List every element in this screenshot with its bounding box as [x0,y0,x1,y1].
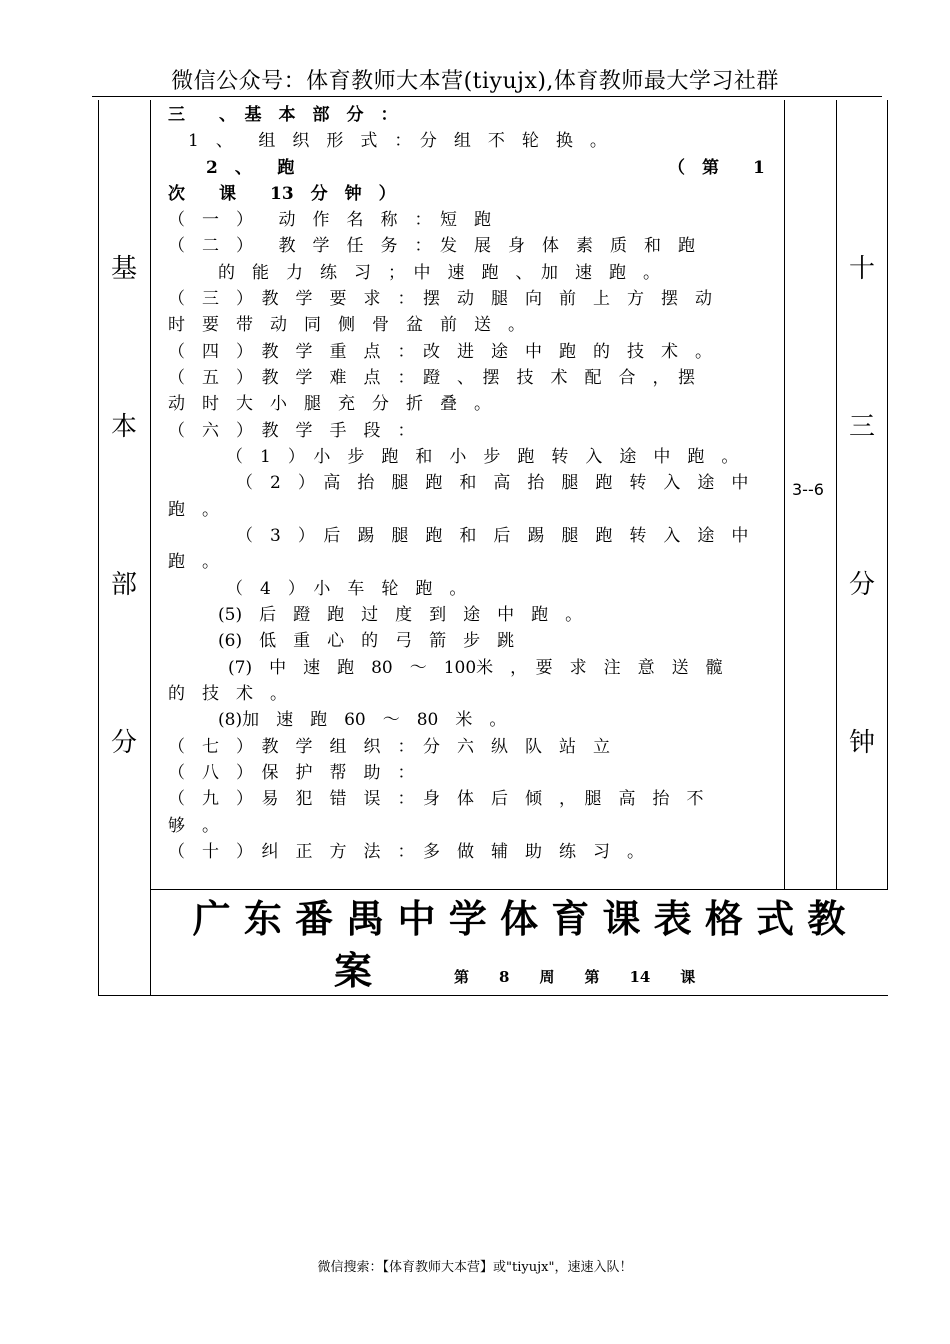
content-line: 次 课 13 分 钟 ） [168,184,396,204]
header-rule [92,96,882,97]
column-divider-section [150,100,151,996]
lesson-table [98,100,888,996]
column-divider-time [836,100,837,890]
page-header: 微信公众号：体育教师大本营(tiyujx),体育教师最大学习社群 [171,69,779,94]
school-title: 广 东 番 禺 中 学 体 育 课 表 格 式 教 [192,896,846,941]
content-line: （ 一 ） 动 作 名 称 ： 短 跑 [168,210,491,230]
content-line: (6) 低 重 心 的 弓 箭 步 跳 [218,631,515,651]
content-line: （ 七 ） 教 学 组 织 ： 分 六 纵 队 站 立 [168,737,610,757]
content-line: （ 三 ） 教 学 要 求 ： 摆 动 腿 向 前 上 方 摆 动 [168,289,712,309]
duration-char: 三 [848,412,875,442]
table-border-bottom [98,995,888,996]
content-line: （ 第 1 [668,158,765,178]
content-line: 够 。 [168,816,219,836]
content-line: 时 要 带 动 同 侧 骨 盆 前 送 。 [168,315,525,335]
content-line: 跑 。 [168,552,219,572]
content-line: 三 、 基 本 部 分 ： [168,105,398,125]
duration-char: 分 [848,570,875,600]
content-line: 跑 。 [168,500,219,520]
content-line: （ 4 ） 小 车 轮 跑 。 [226,579,467,599]
content-line: 的 技 术 。 [168,684,287,704]
content-line: （ 二 ） 教 学 任 务 ： 发 展 身 体 素 质 和 跑 [168,236,695,256]
content-line: (7) 中 速 跑 80 ～ 100米 ， 要 求 注 意 送 髋 [228,658,723,678]
content-line: （ 九 ） 易 犯 错 误 ： 身 体 后 倾 ， 腿 高 抬 不 [168,789,704,809]
duration-char: 钟 [848,728,875,758]
duration-char: 十 [848,254,875,284]
table-border-right [887,100,888,890]
table-border-left [98,100,99,996]
section-label-char: 基 [110,254,137,284]
content-line: 2 、 跑 [206,158,295,178]
column-divider-reps [784,100,785,890]
content-line: 动 时 大 小 腿 充 分 折 叠 。 [168,394,491,414]
content-line: (5) 后 蹬 跑 过 度 到 途 中 跑 。 [218,605,583,625]
content-line: （ 五 ） 教 学 难 点 ： 蹬 、 摆 技 术 配 合 ， 摆 [168,368,695,388]
page-footer: 微信搜索：【体育教师大本营】或"tiyujx"，速速入队！ [317,1260,633,1275]
content-line: （ 1 ） 小 步 跑 和 小 步 跑 转 入 途 中 跑 。 [226,447,739,467]
content-line: （ 四 ） 教 学 重 点 ： 改 进 途 中 跑 的 技 术 。 [168,342,712,362]
week-lesson-label: 第 8 周 第 14 课 [454,968,696,986]
content-line: （ 3 ） 后 踢 腿 跑 和 后 踢 腿 跑 转 入 途 中 [236,526,749,546]
content-line: 1 、 组 织 形 式 ： 分 组 不 轮 换 。 [188,131,607,151]
content-line: （ 2 ） 高 抬 腿 跑 和 高 抬 腿 跑 转 入 途 中 [236,473,749,493]
row-divider [150,889,888,890]
content-line: (8)加 速 跑 60 ～ 80 米 。 [218,710,507,730]
content-line: （ 十 ） 纠 正 方 法 ： 多 做 辅 助 练 习 。 [168,842,644,862]
section-label-char: 本 [110,412,137,442]
content-line: （ 六 ） 教 学 手 段 ： [168,421,415,441]
content-line: （ 八 ） 保 护 帮 助 ： [168,763,415,783]
reps-value: 3--6 [792,480,824,499]
section-label-char: 分 [110,728,137,758]
content-line: 的 能 力 练 习 ； 中 速 跑 、 加 速 跑 。 [218,263,660,283]
school-title-continued: 案 [334,948,373,993]
section-label-char: 部 [110,570,137,600]
